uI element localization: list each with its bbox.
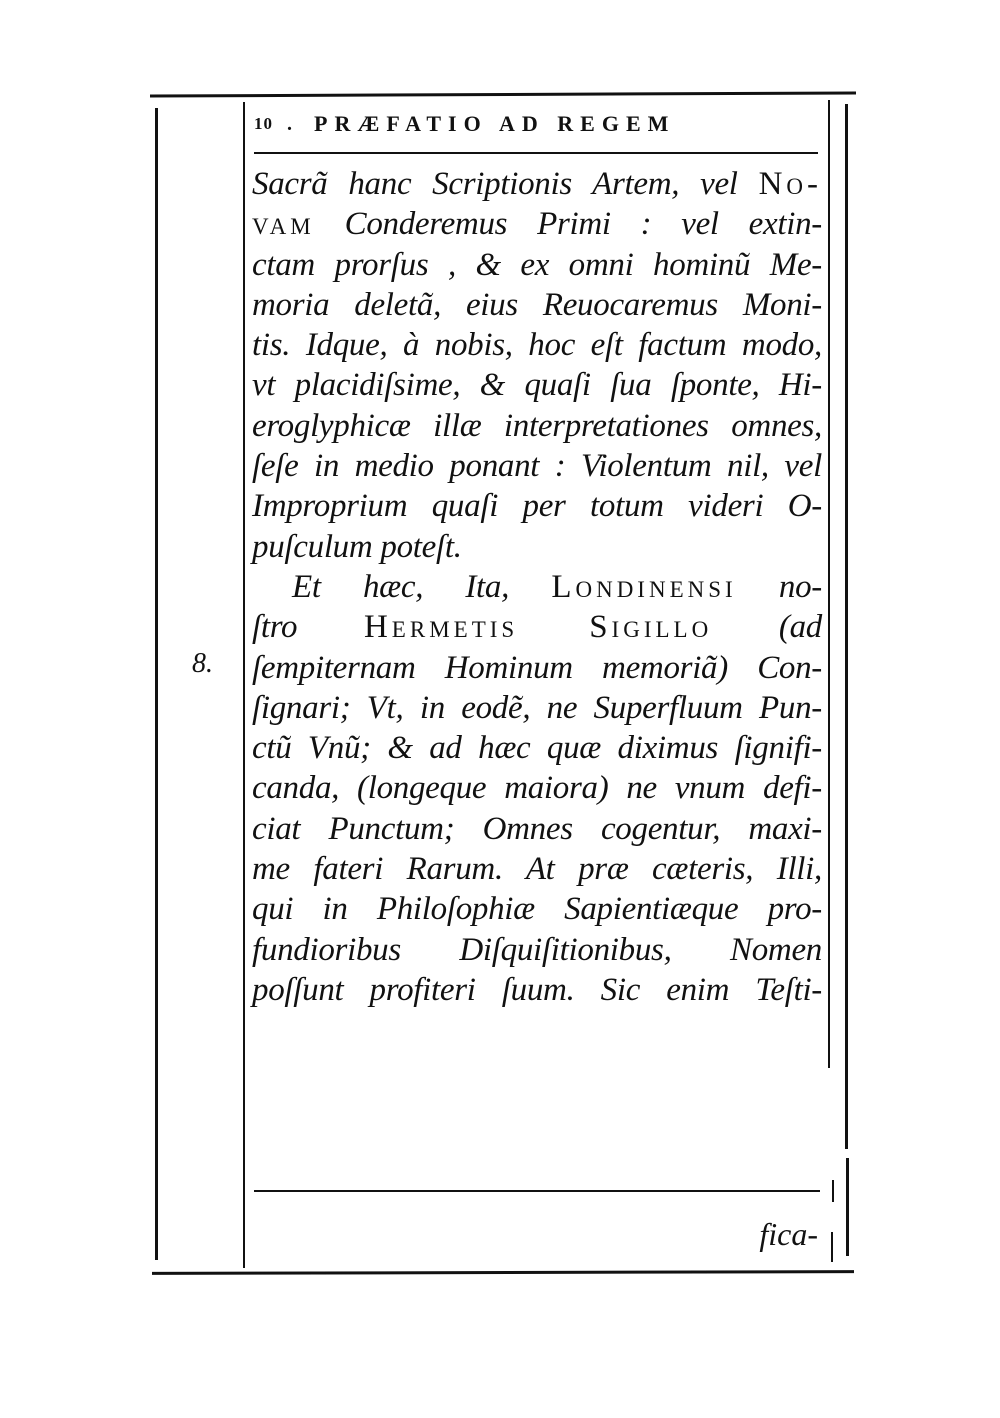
- text-line: ctũ Vnũ; & ad hæc quæ diximus ſignifi-: [252, 730, 822, 767]
- footer-rule: [254, 1190, 820, 1192]
- small-caps-word: Hermetis Sigillo: [363, 609, 713, 646]
- running-head: [254, 106, 814, 142]
- paragraph-start-line: [252, 567, 822, 607]
- text-line: puſculum poteſt.: [252, 528, 462, 565]
- right-inner-frame-rule-fragment: [831, 1232, 833, 1262]
- small-caps-word: Londinensi: [551, 568, 737, 605]
- left-outer-frame-rule: [155, 108, 158, 1260]
- text-line: me fateri Rarum. At præ cæteris, Illi,: [252, 851, 822, 888]
- text-line: fundioribus Diſquiſitionibus, Nomen: [252, 931, 822, 968]
- text-line: [252, 164, 822, 204]
- catchword: fica-: [759, 1216, 818, 1252]
- text-line: moria deletã, eius Reuocaremus Moni-: [252, 286, 822, 323]
- text-line-part: (ad: [712, 609, 822, 646]
- small-caps-word: vam: [252, 206, 315, 243]
- body-text: [252, 164, 822, 1010]
- right-inner-frame-rule-fragment: [832, 1180, 834, 1202]
- text-line: canda, (longeque maiora) ne vnum defi-: [252, 770, 822, 807]
- right-outer-frame-rule-fragment: [846, 1158, 849, 1256]
- text-line: tis. Idque, à nobis, hoc eſt factum modo,: [252, 327, 822, 364]
- text-line: poſſunt profiteri ſuum. Sic enim Teſti-: [252, 971, 822, 1008]
- top-frame-rule: [150, 91, 856, 97]
- left-inner-frame-rule: [243, 102, 245, 1268]
- text-line-part: Conderemus Primi : vel extin-: [314, 206, 822, 243]
- text-line: Improprium quaſi per totum videri O-: [252, 488, 822, 525]
- margin-section-number: 8.: [192, 648, 213, 679]
- text-line: ſignari; Vt, in eodẽ, ne Superfluum Pun-: [252, 689, 822, 726]
- right-inner-frame-rule: [828, 100, 830, 1068]
- text-line: qui in Philoſophiæ Sapientiæque pro-: [252, 891, 822, 928]
- text-line-part: ſtro: [252, 609, 364, 646]
- page-number-separator: .: [287, 112, 292, 135]
- text-line: [252, 607, 822, 647]
- text-line-part: no-: [736, 568, 822, 605]
- text-line: [252, 204, 822, 244]
- text-line: ſeſe in medio ponant : Violentum nil, vel: [252, 448, 822, 485]
- text-line: vt placidiſsime, & quaſi ſua ſponte, Hi-: [252, 367, 822, 404]
- small-caps-word: No-: [758, 166, 822, 202]
- text-line: ſempiternam Hominum memoriã) Con-: [252, 649, 822, 686]
- running-head-title: PRÆFATIO AD REGEM: [314, 111, 676, 136]
- bottom-frame-rule: [152, 1270, 854, 1275]
- text-line-part: Sacrã hanc Scriptionis Artem, vel: [252, 166, 759, 202]
- text-line: ciat Punctum; Omnes cogentur, maxi-: [252, 810, 822, 847]
- header-rule: [254, 152, 818, 154]
- text-line: ctam prorſus , & ex omni hominũ Me-: [252, 246, 822, 283]
- right-outer-frame-rule: [845, 104, 848, 1149]
- text-line: eroglyphicæ illæ interpretationes omnes,: [252, 407, 822, 444]
- page-number: 10: [254, 114, 273, 133]
- text-line-part: Et hæc, Ita,: [292, 568, 552, 605]
